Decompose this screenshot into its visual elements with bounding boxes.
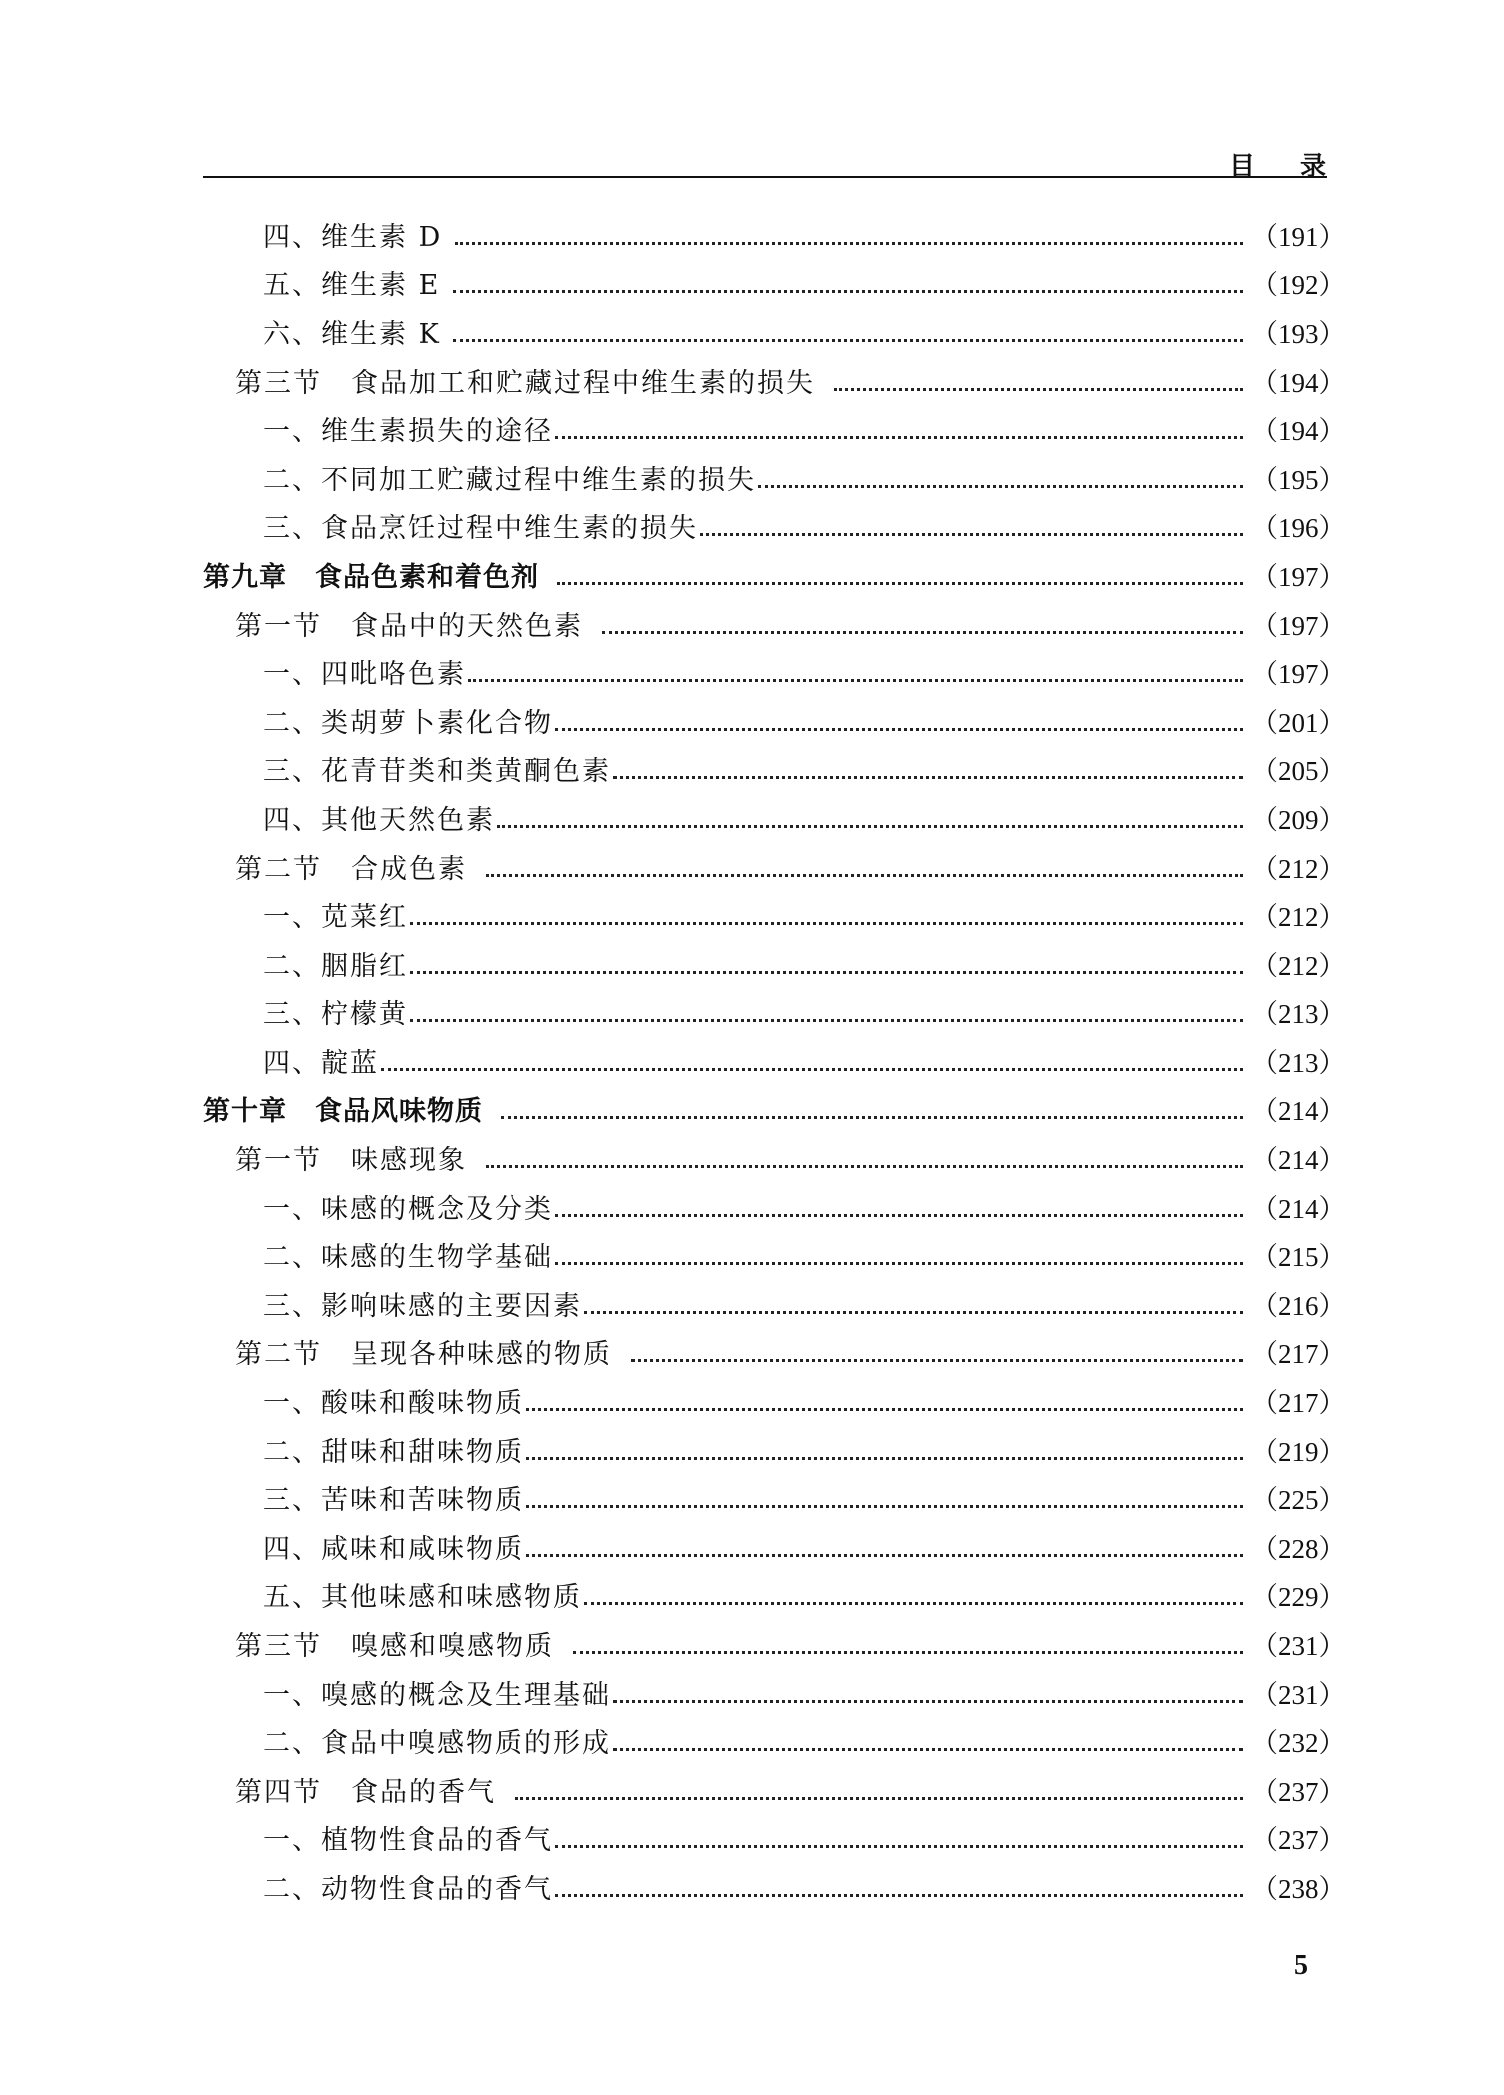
toc-page-number: （232） [1251, 1728, 1346, 1759]
toc-page-number: （238） [1251, 1873, 1346, 1904]
dot-leader [410, 922, 1243, 925]
toc-entry-title: 二、食品中嗅感物质的形成 [263, 1728, 611, 1760]
toc-entry-title: 五、其他味感和味感物质 [263, 1582, 582, 1614]
toc-entry-title: 第九章 食品色素和着色剂 [203, 561, 550, 593]
header-rule [203, 176, 1327, 178]
toc-item-row[interactable] [203, 505, 1346, 554]
toc-page-number: （193） [1251, 318, 1346, 349]
dot-leader [758, 485, 1243, 488]
toc-section-row[interactable] [203, 359, 1346, 408]
toc-page-number: （205） [1251, 756, 1346, 787]
dot-leader [557, 582, 1243, 585]
running-header-title: 目 录 [1228, 152, 1344, 182]
toc-entry-title: 二、动物性食品的香气 [263, 1873, 553, 1905]
toc-entry-title: 二、不同加工贮藏过程中维生素的损失 [263, 464, 756, 496]
toc-page-number: （217） [1251, 1388, 1346, 1419]
dot-leader [410, 971, 1243, 974]
toc-page-number: （194） [1251, 367, 1346, 398]
toc-page-number: （197） [1251, 561, 1346, 592]
toc-page-number: （225） [1251, 1485, 1346, 1516]
toc-entry-title: 三、花青苷类和类黄酮色素 [263, 756, 611, 788]
dot-leader [515, 1797, 1243, 1800]
toc-entry-title: 四、其他天然色素 [263, 804, 495, 836]
toc-item-row[interactable] [203, 650, 1346, 699]
toc-item-row[interactable] [203, 1185, 1346, 1234]
toc-item-row[interactable] [203, 1379, 1346, 1428]
toc-page-number: （237） [1251, 1825, 1346, 1856]
toc-page-number: （212） [1251, 853, 1346, 884]
toc-page-number: （196） [1251, 513, 1346, 544]
toc-entry-title: 四、维生素 D [263, 221, 453, 253]
toc-entry-title: 第二节 呈现各种味感的物质 [235, 1339, 623, 1371]
dot-leader [501, 1116, 1243, 1119]
toc-item-row[interactable] [203, 213, 1346, 262]
dot-leader [455, 242, 1243, 245]
toc-entry-title: 一、嗅感的概念及生理基础 [263, 1679, 611, 1711]
dot-leader [584, 1602, 1243, 1605]
toc-page-number: （215） [1251, 1242, 1346, 1273]
dot-leader [602, 631, 1243, 634]
toc-page-number: （197） [1251, 659, 1346, 690]
toc-page-number: （214） [1251, 1145, 1346, 1176]
toc-chapter-row[interactable] [203, 553, 1346, 602]
toc-entry-title: 第二节 合成色素 [235, 853, 478, 885]
toc-entry-title: 三、苦味和苦味物质 [263, 1485, 524, 1517]
toc-page-number: （195） [1251, 464, 1346, 495]
dot-leader [486, 874, 1243, 877]
dot-leader [631, 1359, 1243, 1362]
toc-page-number: （229） [1251, 1582, 1346, 1613]
toc-page-number: （192） [1251, 270, 1346, 301]
toc-section-row[interactable] [203, 1768, 1346, 1817]
dot-leader [555, 1845, 1243, 1848]
toc-page-number: （231） [1251, 1631, 1346, 1662]
toc-page-number: （231） [1251, 1679, 1346, 1710]
dot-leader [613, 776, 1243, 779]
toc-section-row[interactable] [203, 602, 1346, 651]
toc-page-number: （219） [1251, 1436, 1346, 1467]
toc-page-number: （212） [1251, 950, 1346, 981]
toc-entry-title: 五、维生素 E [263, 270, 451, 302]
toc-page-number: （237） [1251, 1776, 1346, 1807]
toc-entry-title: 第一节 食品中的天然色素 [235, 610, 594, 642]
toc-item-row[interactable] [203, 1671, 1346, 1720]
dot-leader [381, 1068, 1243, 1071]
dot-leader [555, 1894, 1243, 1897]
toc-item-row[interactable] [203, 991, 1346, 1040]
toc-page-number: （214） [1251, 1193, 1346, 1224]
dot-leader [613, 1748, 1243, 1751]
toc-entry-title: 二、类胡萝卜素化合物 [263, 707, 553, 739]
dot-leader [555, 436, 1243, 439]
toc-entry-title: 四、靛蓝 [263, 1047, 379, 1079]
toc-item-row[interactable] [203, 1817, 1346, 1866]
dot-leader [486, 1165, 1243, 1168]
page-number: 5 [1294, 1950, 1308, 1981]
toc-entry-title: 一、苋菜红 [263, 902, 408, 934]
toc-item-row[interactable] [203, 893, 1346, 942]
toc-item-row[interactable] [203, 942, 1346, 991]
toc-item-row[interactable] [203, 796, 1346, 845]
toc-page-number: （201） [1251, 707, 1346, 738]
toc-page-number: （194） [1251, 416, 1346, 447]
toc-chapter-row[interactable] [203, 1088, 1346, 1137]
dot-leader [573, 1651, 1243, 1654]
table-of-contents [203, 213, 1346, 1914]
toc-item-row[interactable] [203, 456, 1346, 505]
toc-section-row[interactable] [203, 845, 1346, 894]
toc-item-row[interactable] [203, 1428, 1346, 1477]
toc-entry-title: 二、味感的生物学基础 [263, 1242, 553, 1274]
toc-entry-title: 第三节 食品加工和贮藏过程中维生素的损失 [235, 367, 826, 399]
toc-section-row[interactable] [203, 1136, 1346, 1185]
toc-entry-title: 一、植物性食品的香气 [263, 1825, 553, 1857]
dot-leader [834, 388, 1243, 391]
toc-entry-title: 一、味感的概念及分类 [263, 1193, 553, 1225]
toc-item-row[interactable] [203, 262, 1346, 311]
toc-entry-title: 第四节 食品的香气 [235, 1776, 507, 1808]
toc-page-number: （209） [1251, 804, 1346, 835]
toc-page-number: （197） [1251, 610, 1346, 641]
toc-page-number: （191） [1251, 221, 1346, 252]
toc-item-row[interactable] [203, 748, 1346, 797]
toc-page-number: （216） [1251, 1290, 1346, 1321]
toc-entry-title: 三、食品烹饪过程中维生素的损失 [263, 513, 698, 545]
toc-entry-title: 第十章 食品风味物质 [203, 1096, 494, 1128]
dot-leader [453, 290, 1243, 293]
dot-leader [497, 825, 1243, 828]
dot-leader [410, 1019, 1243, 1022]
dot-leader [555, 1214, 1243, 1217]
toc-page-number: （228） [1251, 1533, 1346, 1564]
toc-item-row[interactable] [203, 1525, 1346, 1574]
toc-item-row[interactable] [203, 1574, 1346, 1623]
dot-leader [526, 1505, 1243, 1508]
toc-item-row[interactable] [203, 1233, 1346, 1282]
dot-leader [468, 679, 1243, 682]
toc-entry-title: 二、胭脂红 [263, 950, 408, 982]
toc-entry-title: 一、酸味和酸味物质 [263, 1388, 524, 1420]
toc-page-number: （217） [1251, 1339, 1346, 1370]
dot-leader [526, 1457, 1243, 1460]
toc-item-row[interactable] [203, 310, 1346, 359]
toc-section-row[interactable] [203, 1331, 1346, 1380]
toc-entry-title: 三、柠檬黄 [263, 999, 408, 1031]
toc-entry-title: 六、维生素 K [263, 318, 452, 350]
toc-item-row[interactable] [203, 407, 1346, 456]
toc-entry-title: 第三节 嗅感和嗅感物质 [235, 1631, 565, 1663]
toc-section-row[interactable] [203, 1622, 1346, 1671]
toc-entry-title: 第一节 味感现象 [235, 1145, 478, 1177]
toc-entry-title: 一、四吡咯色素 [263, 659, 466, 691]
dot-leader [453, 339, 1243, 342]
dot-leader [526, 1554, 1243, 1557]
toc-page-number: （212） [1251, 902, 1346, 933]
toc-entry-title: 四、咸味和咸味物质 [263, 1533, 524, 1565]
toc-item-row[interactable] [203, 1476, 1346, 1525]
dot-leader [700, 533, 1243, 536]
toc-page-number: （213） [1251, 999, 1346, 1030]
toc-entry-title: 二、甜味和甜味物质 [263, 1436, 524, 1468]
toc-item-row[interactable] [203, 1039, 1346, 1088]
toc-entry-title: 一、维生素损失的途径 [263, 416, 553, 448]
dot-leader [555, 728, 1243, 731]
dot-leader [555, 1262, 1243, 1265]
toc-page-number: （213） [1251, 1047, 1346, 1078]
dot-leader [613, 1700, 1243, 1703]
toc-page-number: （214） [1251, 1096, 1346, 1127]
toc-item-row[interactable] [203, 1719, 1346, 1768]
dot-leader [584, 1311, 1243, 1314]
toc-item-row[interactable] [203, 1282, 1346, 1331]
toc-item-row[interactable] [203, 699, 1346, 748]
dot-leader [526, 1408, 1243, 1411]
toc-entry-title: 三、影响味感的主要因素 [263, 1290, 582, 1322]
toc-item-row[interactable] [203, 1865, 1346, 1914]
